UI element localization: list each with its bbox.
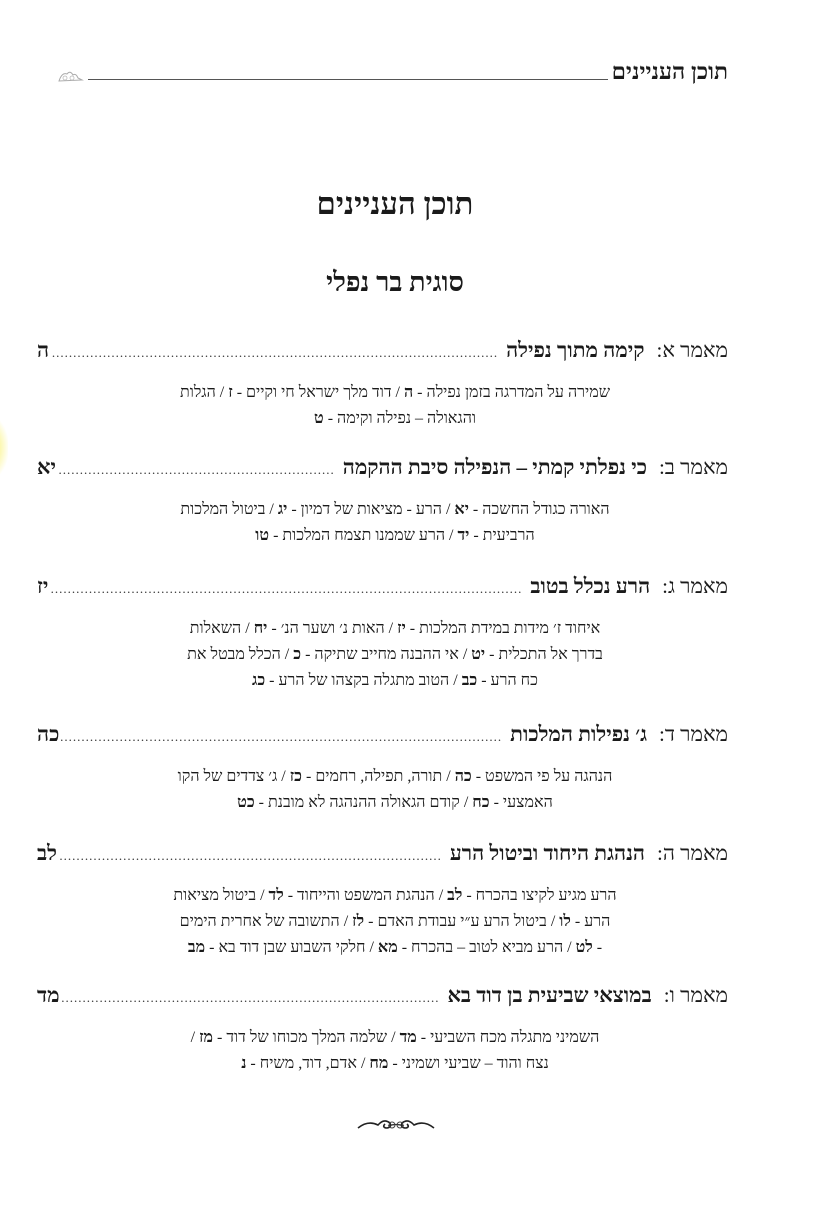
subtopic-page-ref: כג xyxy=(252,672,266,689)
subtopic-page-ref: כב xyxy=(461,672,478,689)
subtopic-text: / תורה, תפילה, רחמים - xyxy=(301,768,455,785)
toc-entry-heading[interactable] xyxy=(37,722,728,752)
subtopic-text: / התשובה של אחרית הימים xyxy=(179,913,353,930)
subtopic-line xyxy=(110,909,680,935)
subtopic-text: השמיני מתגלה מכח השביעי - xyxy=(416,1029,600,1046)
subtopic-text: / האות נ׳ ושער הנ׳ - xyxy=(267,620,398,637)
subtopic-line xyxy=(110,616,680,642)
subtopic-line xyxy=(110,764,680,790)
entry-label: מאמר א: xyxy=(656,338,728,362)
subtopic-line xyxy=(110,1025,680,1051)
yellow-edge-highlight xyxy=(0,415,8,480)
subtopic-page-ref: ז xyxy=(228,384,233,401)
subtopic-text: / ביטול המלכות xyxy=(180,501,278,518)
subtopic-page-ref: כז xyxy=(289,768,302,785)
dot-leader xyxy=(59,848,442,864)
subtopic-page-ref: ט xyxy=(314,410,324,427)
entry-topic: הנהגת היחוד וביטול הרע xyxy=(449,841,646,865)
subtopic-page-ref: ה xyxy=(403,384,414,401)
subtopic-page-ref: מח xyxy=(369,1055,389,1072)
subtopic-line xyxy=(110,642,680,668)
subtopic-page-ref: מב xyxy=(187,939,206,956)
running-header-title: תוכן העניינים xyxy=(611,59,728,84)
subtopic-line xyxy=(110,523,680,549)
subtopic-page-ref: יח xyxy=(253,620,268,637)
subtopic-text: / xyxy=(190,1029,200,1046)
entry-label: מאמר ו: xyxy=(663,983,728,1007)
subtopic-page-ref: לז xyxy=(352,913,365,930)
subtopic-page-ref: מא xyxy=(377,939,398,956)
subtopic-text: האמצעי - xyxy=(489,794,553,811)
entry-topic: ג׳ נפילות המלכות xyxy=(510,722,647,746)
subtopic-text: / השאלות xyxy=(189,620,254,637)
subtopic-line xyxy=(110,1051,680,1077)
entry-subtopics xyxy=(110,1025,680,1077)
toc-entry-heading[interactable] xyxy=(37,983,728,1013)
entry-subtopics xyxy=(110,616,680,694)
subtopic-page-ref: כח xyxy=(472,794,490,811)
subtopic-page-ref: יד xyxy=(457,527,470,544)
subtopic-text: הנהגה על פי המשפט - xyxy=(471,768,613,785)
subtopic-text: נצח והוד – שביעי ושמיני - xyxy=(388,1055,549,1072)
entry-page-number: מד xyxy=(37,983,60,1007)
subtopic-text: / הרע מביא לטוב – בהכרח - xyxy=(397,939,576,956)
entry-subtopics xyxy=(110,380,680,432)
page-title: תוכן העניינים xyxy=(316,186,474,221)
subtopic-line xyxy=(110,790,680,816)
subtopic-text: הרע - xyxy=(570,913,611,930)
toc-entry-heading[interactable] xyxy=(37,841,728,871)
subtopic-line xyxy=(110,883,680,909)
subtopic-text: והגאולה – נפילה וקימה - xyxy=(323,410,476,427)
entry-label: מאמר ג: xyxy=(662,574,728,598)
subtopic-page-ref: לד xyxy=(268,887,284,904)
section-title: סוגית בר נפלי xyxy=(326,267,464,297)
entry-topic: הרע נכלל בטוב xyxy=(530,574,651,598)
entry-subtopics xyxy=(110,497,680,549)
subtopic-page-ref: כ xyxy=(293,646,302,663)
subtopic-page-ref: נ xyxy=(241,1055,247,1072)
dot-leader xyxy=(61,729,502,745)
entry-subtopics xyxy=(110,883,680,961)
dot-leader xyxy=(58,462,335,478)
subtopic-text: איחוד ז׳ מידות במידת המלכות - xyxy=(405,620,601,637)
entry-label: מאמר ד: xyxy=(659,722,728,746)
subtopic-line xyxy=(110,935,680,961)
entry-topic: קימה מתוך נפילה xyxy=(506,338,645,362)
entry-page-number: יא xyxy=(37,455,56,479)
subtopic-line xyxy=(110,406,680,432)
dot-leader xyxy=(51,345,498,361)
subtopic-page-ref: יט xyxy=(471,646,486,663)
dot-leader xyxy=(62,990,440,1006)
entry-page-number: יז xyxy=(37,574,49,598)
subtopic-page-ref: יג xyxy=(277,501,288,518)
subtopic-text: / ג׳ צדדים של הקו xyxy=(177,768,290,785)
subtopic-line xyxy=(110,668,680,694)
flourish-ornament-icon xyxy=(356,1114,436,1136)
subtopic-page-ref: יא xyxy=(454,501,469,518)
entry-label: מאמר ב: xyxy=(658,455,728,479)
subtopic-text: / ביטול מציאות xyxy=(173,887,269,904)
subtopic-text: / הטוב מתגלה בקצהו של הרע - xyxy=(265,672,462,689)
subtopic-page-ref: לט xyxy=(575,939,593,956)
subtopic-text: / דוד מלך ישראל חי וקיים - xyxy=(232,384,404,401)
subtopic-text: שמירה על המדרגה בזמן נפילה - xyxy=(413,384,611,401)
subtopic-text: / הרע שממנו תצמח המלכות - xyxy=(269,527,458,544)
subtopic-text: - xyxy=(592,939,603,956)
subtopic-text: / אדם, דוד, משיח - xyxy=(246,1055,370,1072)
subtopic-text: הרביעית - xyxy=(469,527,535,544)
toc-entry-heading[interactable] xyxy=(37,455,728,485)
subtopic-page-ref: כט xyxy=(237,794,255,811)
entry-page-number: כה xyxy=(37,722,60,746)
subtopic-text: בדרך אל התכלית - xyxy=(485,646,603,663)
subtopic-text: / הגלות xyxy=(179,384,229,401)
toc-entry-heading[interactable] xyxy=(37,574,728,604)
subtopic-text: / הנהגת המשפט והייחוד - xyxy=(283,887,448,904)
dot-leader xyxy=(50,581,522,597)
subtopic-page-ref: מד xyxy=(399,1029,417,1046)
subtopic-page-ref: מז xyxy=(199,1029,214,1046)
entry-topic: כי נפלתי קמתי – הנפילה סיבת ההקמה xyxy=(342,455,647,479)
subtopic-page-ref: לב xyxy=(447,887,463,904)
subtopic-text: / הרע - מציאות של דמיון - xyxy=(287,501,455,518)
subtopic-text: הרע מגיע לקיצו בהכרח - xyxy=(462,887,617,904)
subtopic-text: / חלקי השבוע שבן דוד בא - xyxy=(205,939,378,956)
entry-page-number: ה xyxy=(37,338,50,362)
subtopic-text: / הכלל מבטל את xyxy=(187,646,294,663)
small-ornament-icon xyxy=(56,68,84,84)
subtopic-text: / אי ההבנה מחייב שתיקה - xyxy=(301,646,472,663)
subtopic-page-ref: כה xyxy=(454,768,472,785)
subtopic-text: כח הרע - xyxy=(477,672,538,689)
subtopic-line xyxy=(110,497,680,523)
subtopic-page-ref: יז xyxy=(397,620,406,637)
subtopic-text: / קודם הגאולה ההנהגה לא מובנת - xyxy=(254,794,473,811)
subtopic-page-ref: טו xyxy=(255,527,270,544)
subtopic-page-ref: לו xyxy=(559,913,571,930)
subtopic-text: / ביטול הרע ע״י עבודת האדם - xyxy=(364,913,560,930)
toc-entry-heading[interactable] xyxy=(37,338,728,368)
entry-topic: במוצאי שביעית בן דוד בא xyxy=(447,983,652,1007)
entry-subtopics xyxy=(110,764,680,816)
subtopic-line xyxy=(110,380,680,406)
entry-label: מאמר ה: xyxy=(657,841,728,865)
subtopic-text: / שלמה המלך מכוחו של דוד - xyxy=(213,1029,400,1046)
entry-page-number: לב xyxy=(37,841,57,865)
running-header xyxy=(56,56,728,84)
subtopic-text: האורה כגודל החשכה - xyxy=(468,501,610,518)
header-rule xyxy=(88,79,608,80)
